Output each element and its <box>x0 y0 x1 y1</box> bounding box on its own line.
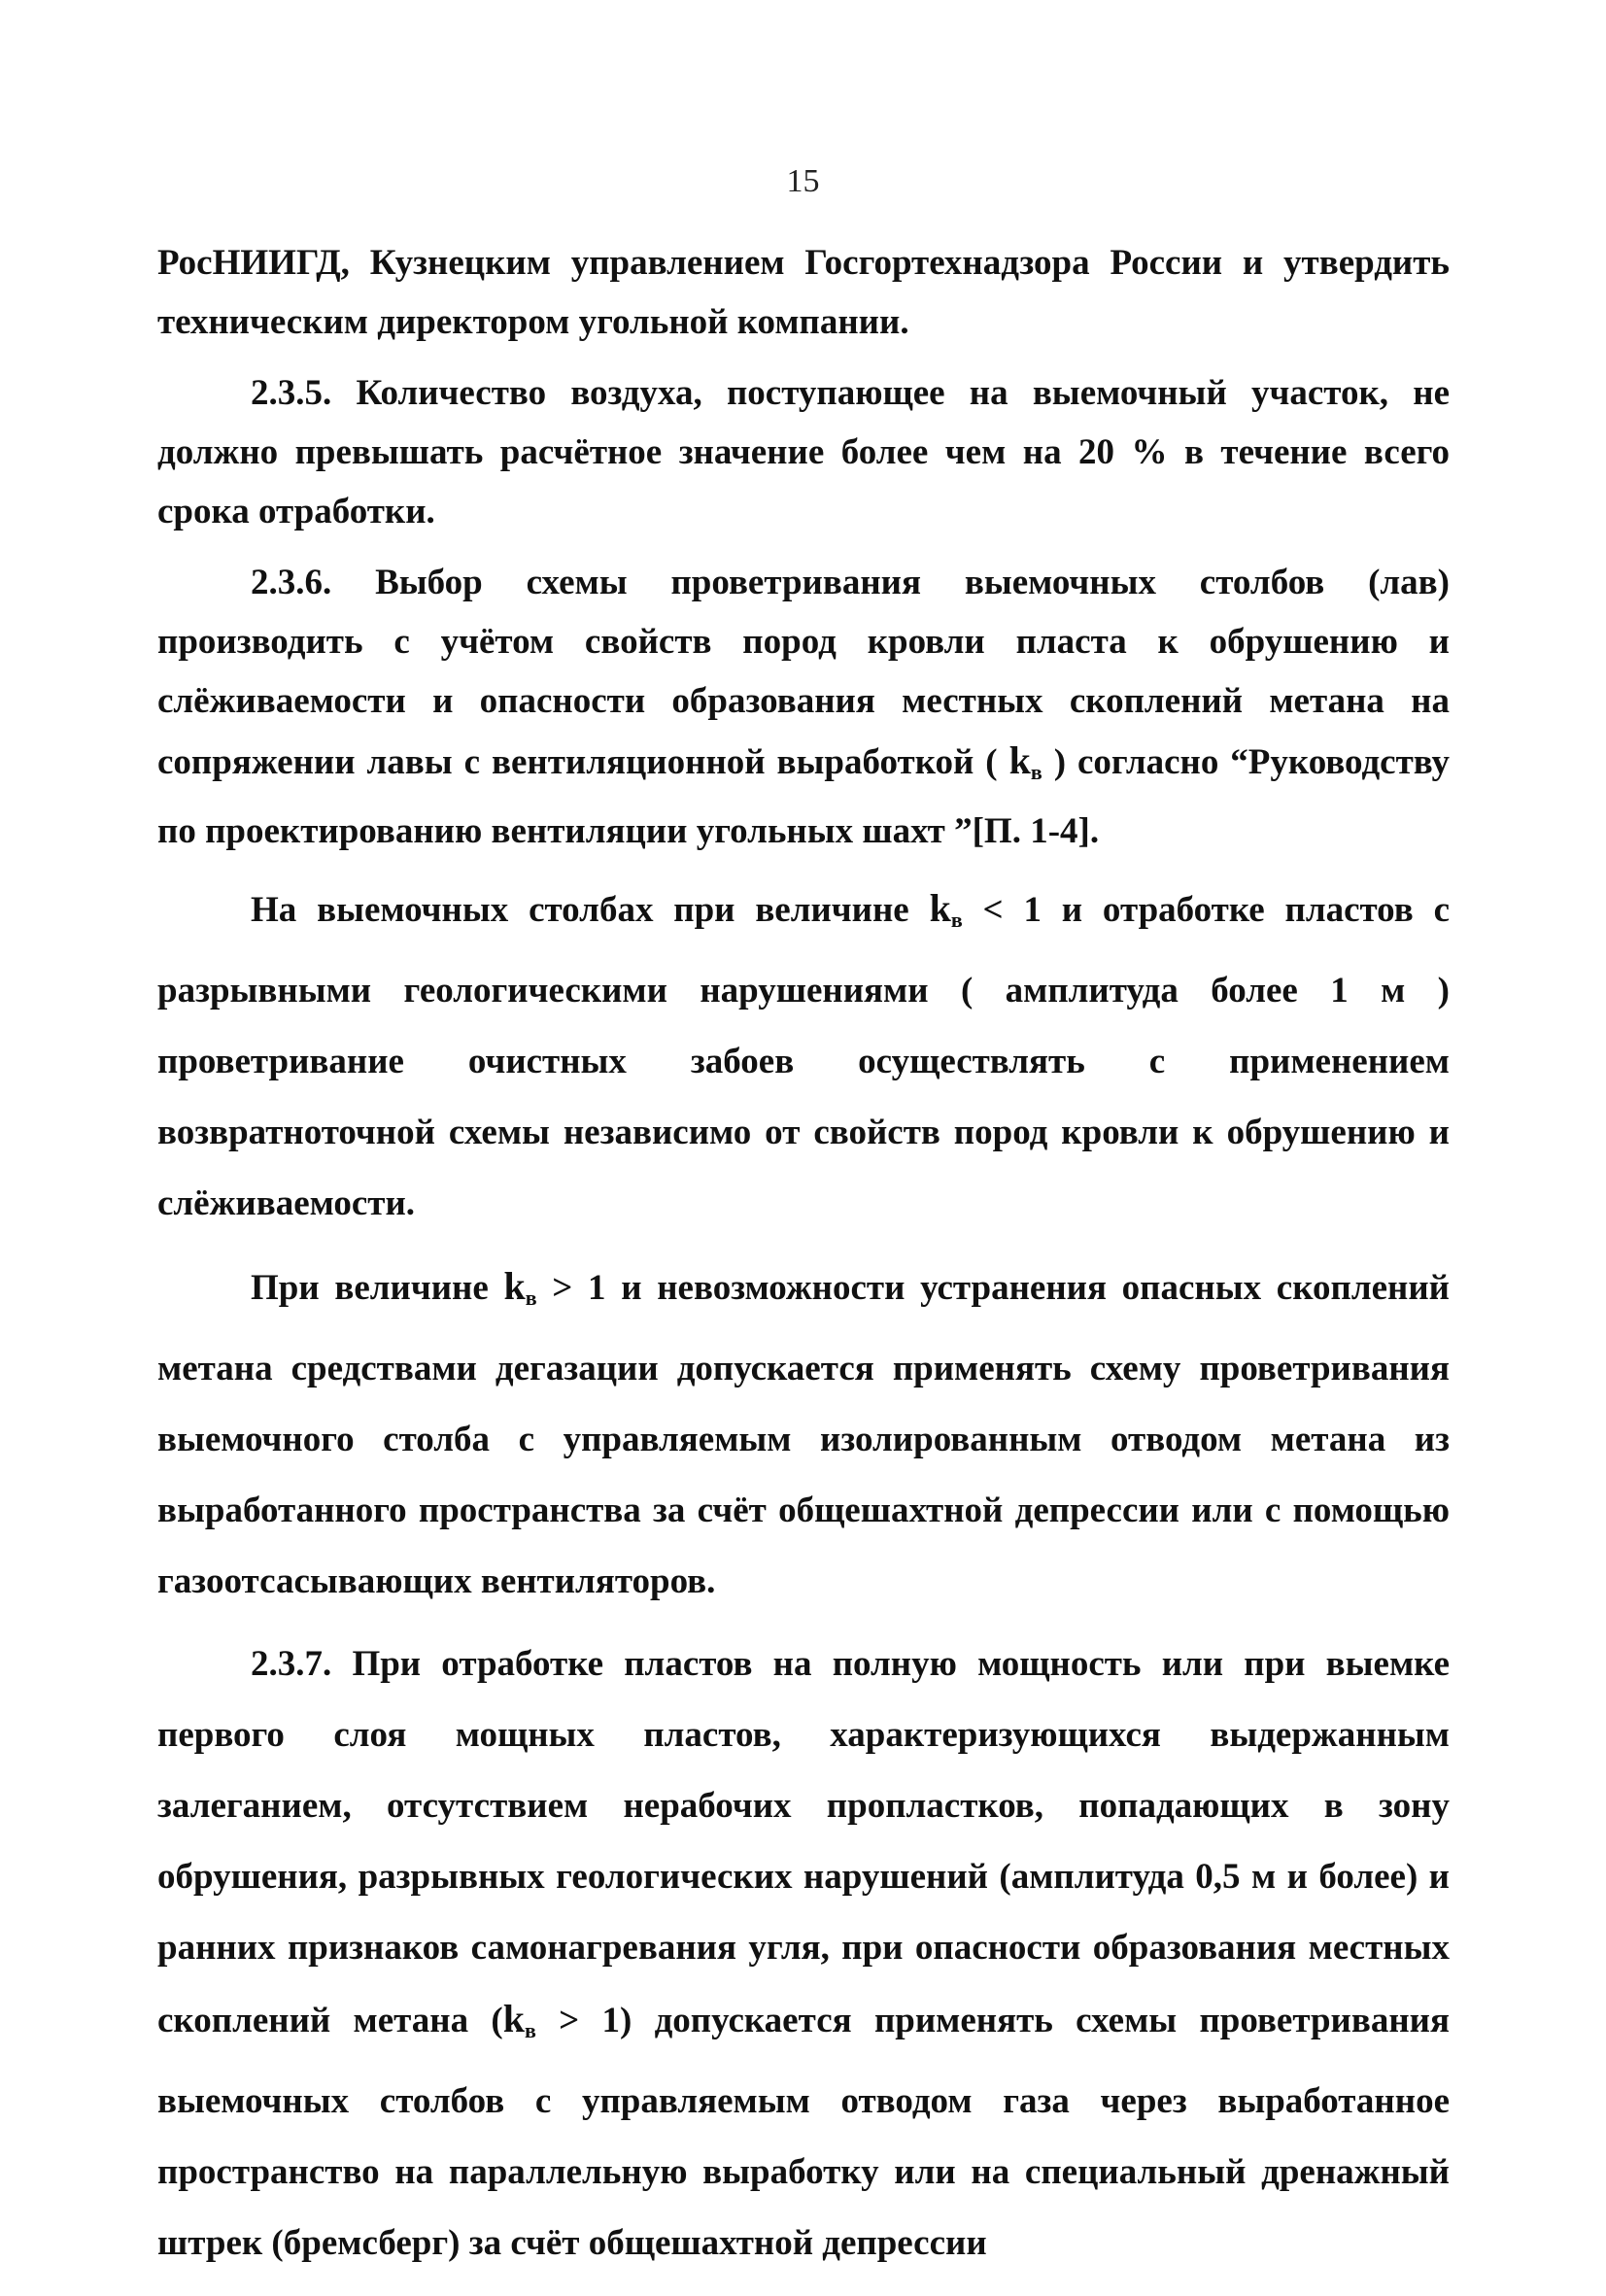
paragraph-text: При величине <box>251 1268 504 1308</box>
paragraph-text: 2.3.7. При отработке пластов на полную мощность или при выемке первого слоя мощных пластов, характеризующихся выдержанным залеганием, отсутствием нерабочих пропластков, попадающих в зону обрушения, разрывных геологических нарушений (амплитуда 0,5 м и более) и ранних признаков самонагревания угля, при опасности образования местных скоплений метана ( <box>157 1644 1450 2040</box>
coefficient-subscript: в <box>525 1285 537 1310</box>
paragraph-2-3-5: 2.3.5. Количество воздуха, поступающее на выемочный участок, не должно превышать расчётное значение более чем на 20 % в течение всего срока отработки. <box>157 373 1450 531</box>
paragraph-text: 2.3.6. Выбор схемы проветривания выемочных столбов (лав) производить с учётом свойств пород кровли пласта к обрушению и слёживаемости и опасности образования местных скоплений метана на сопряжении лавы с вентиляционной выработкой ( <box>157 563 1450 782</box>
paragraph-2-3-7 <box>157 1628 1450 2279</box>
coefficient-symbol: k <box>502 1997 525 2040</box>
page-number: 15 <box>786 163 820 199</box>
paragraph-text: < 1 и отработке пластов с разрывными геологическими нарушениями ( амплитуда более 1 м ) проветривание очистных забоев осуществлять с применением возвратноточной схемы независимо от свойств пород кровли к обрушению и слёживаемости. <box>157 890 1450 1223</box>
paragraph-intro: РосНИИГД, Кузнецким управлением Госгортехнадзора России и утвердить техническим директором угольной компании. <box>157 243 1450 342</box>
paragraph-text: > 1 и невозможности устранения опасных скоплений метана средствами дегазации допускается применять схему проветривания выемочного столба с управляемым изолированным отводом метана из выработанного пространства за счёт общешахтной депрессии или с помощью газоотсасывающих вентиляторов. <box>157 1268 1450 1601</box>
coefficient-subscript: в <box>524 2018 536 2042</box>
paragraph-kv-less-1 <box>157 873 1450 1239</box>
coefficient-symbol: k <box>503 1264 526 1308</box>
paragraph-text: ) согласно “Руководству по проектированию вентиляции угольных шахт ”[П. 1-4]. <box>157 742 1450 851</box>
body-text <box>157 233 1450 2290</box>
coefficient-subscript: в <box>950 908 963 932</box>
paragraph-2-3-6 <box>157 553 1450 861</box>
coefficient-symbol: k <box>929 886 951 930</box>
paragraph-kv-greater-1 <box>157 1251 1450 1617</box>
paragraph-text: > 1) допускается применять схемы проветривания выемочных столбов с управляемым отводом газа через выработанное пространство на параллельную выработку или на специальный дренажный штрек (бремсберг) за счёт общешахтной депрессии <box>157 2001 1451 2263</box>
paragraph-text: На выемочных столбах при величине <box>251 890 930 930</box>
coefficient-subscript: в <box>1030 760 1042 784</box>
coefficient-symbol: k <box>1008 738 1031 782</box>
